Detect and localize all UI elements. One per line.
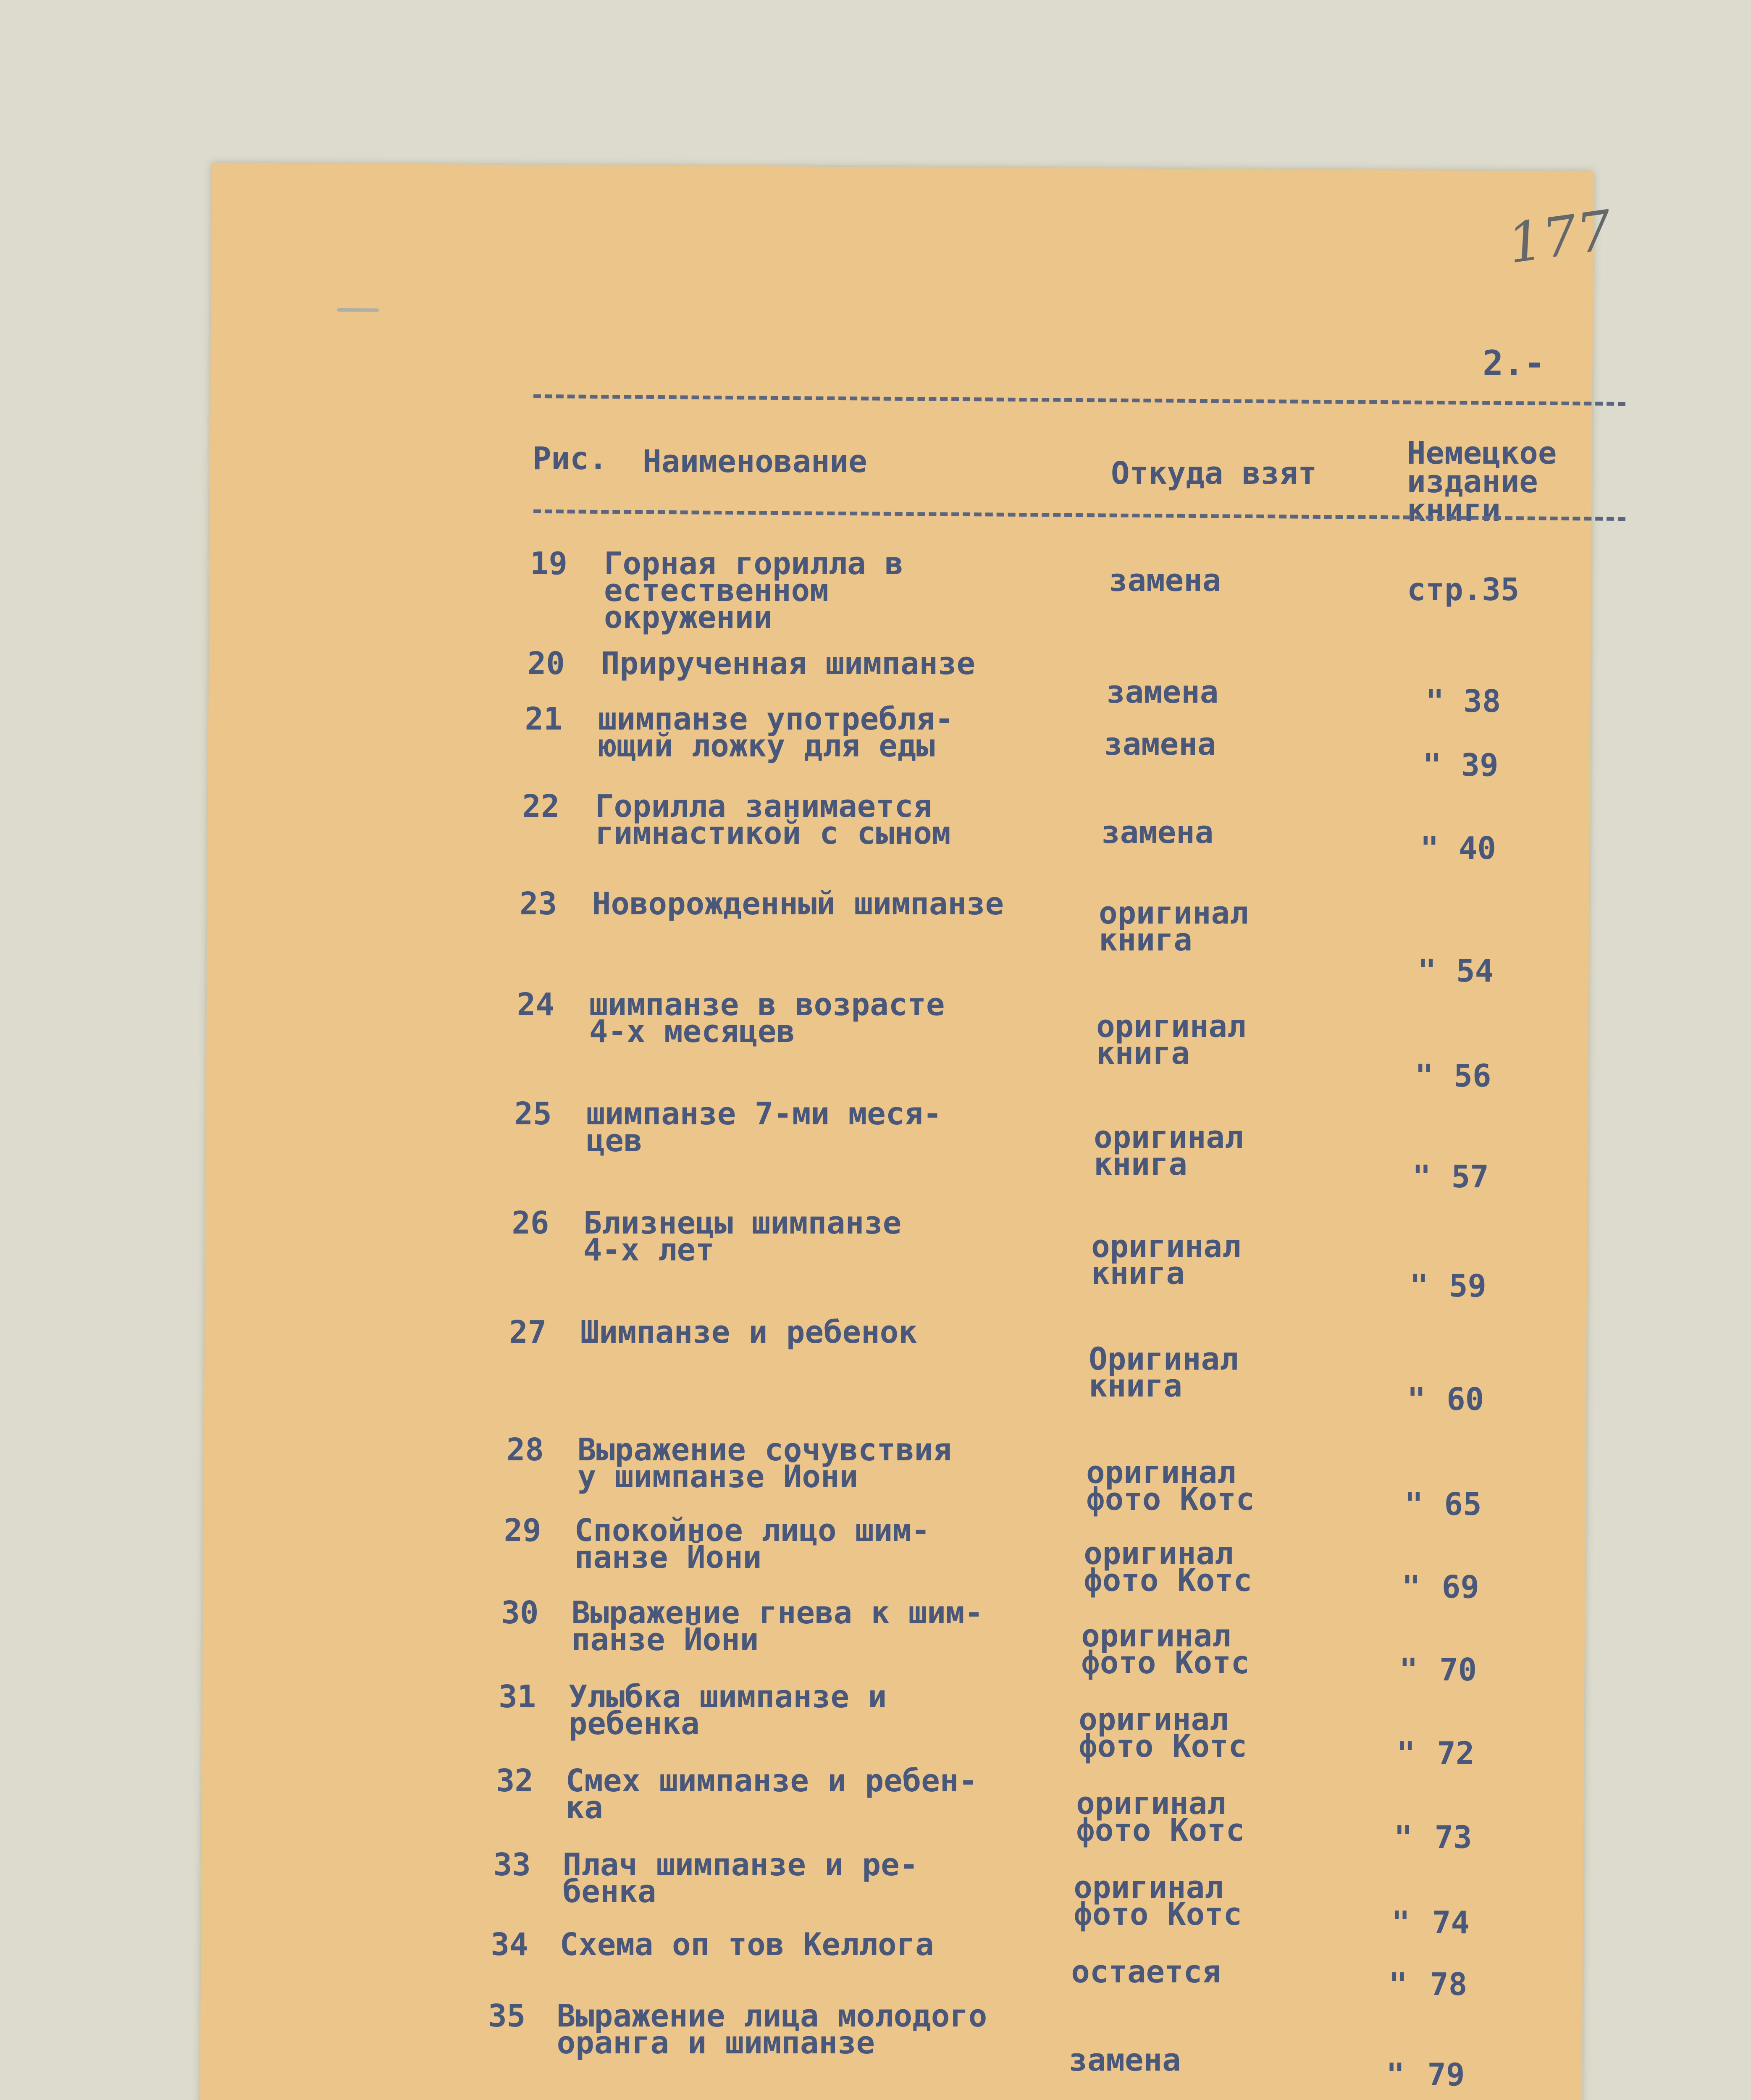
figure-number: 19 xyxy=(530,546,568,582)
figure-title: Схема оп тов Келлога xyxy=(559,1927,934,1963)
figure-title: Горная горилла в естественном окружении xyxy=(604,546,903,635)
figure-title: Спокойное лицо шим- панзе Йони xyxy=(574,1512,930,1575)
figure-number: 21 xyxy=(525,701,562,737)
ditto-mark: " xyxy=(1402,1569,1421,1605)
figure-title: шимпанзе 7-ми меся- цев xyxy=(586,1096,942,1159)
figure-title: Прирученная шимпанзе xyxy=(601,646,976,682)
ditto-mark: " xyxy=(1423,747,1442,783)
figure-title: Выражение сочувствия у шимпанзе Йони xyxy=(577,1432,952,1495)
figure-source: Оригинал книга xyxy=(1089,1341,1239,1404)
figure-number: 20 xyxy=(527,646,565,682)
ditto-mark: " xyxy=(1399,1652,1418,1688)
german-page: 72 xyxy=(1437,1735,1475,1772)
german-page: 40 xyxy=(1458,830,1496,866)
figure-number: 29 xyxy=(504,1512,541,1549)
figure-title: Горилла занимается гимнастикой с сыном xyxy=(595,788,951,851)
ditto-mark: " xyxy=(1407,1381,1426,1418)
german-page: 54 xyxy=(1456,953,1494,989)
german-page: 73 xyxy=(1434,1819,1472,1856)
ditto-mark: " xyxy=(1386,2057,1405,2093)
german-page: 60 xyxy=(1446,1381,1484,1418)
figure-source: оригинал фото Котс xyxy=(1074,1869,1242,1932)
german-page: 59 xyxy=(1449,1268,1487,1304)
ditto-mark: " xyxy=(1391,1905,1410,1941)
column-header-number: Рис. xyxy=(533,441,608,477)
figure-title: Плач шимпанзе и ре- бенка xyxy=(562,1847,919,1910)
figure-title: шимпанзе в возрасте 4-х месяцев xyxy=(589,987,945,1050)
figure-source: оригинал книга xyxy=(1094,1119,1244,1182)
ditto-mark: " xyxy=(1418,953,1436,989)
figure-source: оригинал книга xyxy=(1096,1008,1246,1071)
figure-number: 28 xyxy=(506,1432,544,1468)
folio-number: 177 xyxy=(1504,198,1616,276)
figure-source: оригинал фото Котс xyxy=(1084,1536,1252,1599)
figure-source: замена xyxy=(1104,726,1216,762)
figure-title: Выражение гнева к шим- панзе Йони xyxy=(571,1595,983,1658)
figure-source: замена xyxy=(1068,2042,1181,2078)
column-header-german-edition: Немецкое издание книги xyxy=(1407,435,1557,528)
figure-source: замена xyxy=(1106,674,1219,710)
figure-number: 31 xyxy=(499,1679,536,1715)
column-header-name: Наименование xyxy=(643,444,867,480)
figure-source: оригинал книга xyxy=(1099,895,1249,958)
ditto-mark: " xyxy=(1415,1058,1434,1094)
figure-source: оригинал фото Котс xyxy=(1079,1701,1247,1764)
figure-number: 27 xyxy=(509,1314,547,1350)
figure-title: Улыбка шимпанзе и ребенка xyxy=(568,1679,887,1742)
ditto-mark: " xyxy=(1412,1159,1431,1195)
ditto-mark: " xyxy=(1389,1966,1407,2003)
german-page: стр.35 xyxy=(1407,572,1520,608)
figure-source: оригинал фото Котс xyxy=(1076,1785,1245,1848)
german-page: 78 xyxy=(1430,1966,1467,2003)
german-page: 57 xyxy=(1451,1159,1489,1195)
figure-number: 25 xyxy=(514,1096,552,1132)
figure-number: 32 xyxy=(496,1763,533,1799)
ditto-mark: " xyxy=(1404,1486,1423,1522)
figure-title: Шимпанзе и ребенок xyxy=(580,1314,917,1350)
ditto-mark: " xyxy=(1410,1268,1428,1304)
figure-source: оригинал фото Котс xyxy=(1086,1454,1255,1517)
figure-title: Выражение лица молодого оранга и шимпанзе xyxy=(557,1998,987,2061)
figure-number: 24 xyxy=(517,987,554,1023)
ditto-mark: " xyxy=(1425,683,1444,719)
ditto-mark: " xyxy=(1394,1819,1413,1856)
figure-title: Новорожденный шимпанзе xyxy=(592,886,1004,922)
figure-number: 30 xyxy=(501,1595,539,1631)
figure-number: 35 xyxy=(488,1998,526,2034)
figure-number: 26 xyxy=(512,1205,549,1241)
german-page: 39 xyxy=(1461,747,1499,783)
figure-title: шимпанзе употребля- ющий ложку для еды xyxy=(598,701,954,764)
figure-source: оригинал книга xyxy=(1091,1228,1241,1292)
figure-source: остается xyxy=(1071,1954,1221,1990)
german-page: 56 xyxy=(1454,1058,1491,1094)
figure-title: Близнецы шимпанзе 4-х лет xyxy=(583,1205,902,1268)
figure-source: оригинал фото Котс xyxy=(1081,1618,1250,1681)
figure-number: 33 xyxy=(493,1847,531,1883)
figure-source: замена xyxy=(1101,814,1214,850)
german-page: 74 xyxy=(1432,1905,1470,1941)
ditto-mark: " xyxy=(1420,830,1439,866)
german-page: 65 xyxy=(1444,1486,1482,1522)
page-number: 2.- xyxy=(1483,344,1545,383)
german-page: 79 xyxy=(1427,2057,1465,2093)
figure-number: 22 xyxy=(522,788,560,824)
german-page: 69 xyxy=(1441,1569,1479,1605)
figure-number: 23 xyxy=(520,886,557,922)
ink-smudge xyxy=(337,308,379,312)
german-page: 38 xyxy=(1463,683,1501,719)
column-header-source: Откуда взят xyxy=(1111,455,1317,491)
german-page: 70 xyxy=(1439,1652,1477,1688)
figure-number: 34 xyxy=(491,1927,528,1963)
ditto-mark: " xyxy=(1397,1735,1415,1772)
figure-source: замена xyxy=(1109,562,1221,598)
figure-title: Смех шимпанзе и ребен- ка xyxy=(565,1763,977,1826)
